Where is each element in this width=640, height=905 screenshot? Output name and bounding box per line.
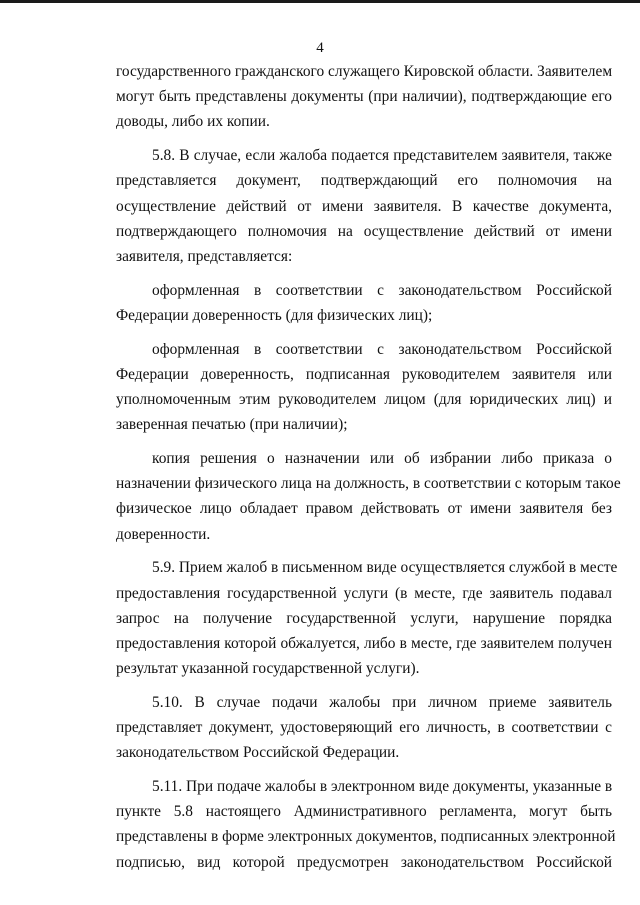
text-line: доверенности.	[116, 525, 211, 543]
text-line: законодательством Российской Федерации.	[116, 744, 400, 762]
text-line: заявителя, представляется:	[116, 247, 293, 265]
text-line: Федерации доверенность, подписанная руководителем заявителя или	[116, 365, 612, 383]
text-line: физическое лицо обладает правом действовать от имени заявителя без	[116, 500, 612, 518]
text-line: 5.8. В случае, если жалоба подается представителем заявителя, также	[152, 147, 612, 165]
text-line: оформленная в соответствии с законодательством Российской	[152, 281, 612, 299]
text-line: подписью, вид которой предусмотрен законодательством Российской	[116, 853, 612, 871]
text-line: осуществление действий от имени заявителя. В качестве документа,	[116, 197, 612, 215]
text-line: представляется документ, подтверждающий его полномочия на	[116, 172, 612, 190]
page-number: 4	[316, 40, 324, 56]
text-line: уполномоченным этим руководителем лицом (для юридических лиц) и	[116, 391, 612, 409]
text-line: запрос на получение государственной услуги, нарушение порядка	[116, 609, 612, 627]
text-line: пункте 5.8 настоящего Административного регламента, могут быть	[116, 803, 612, 821]
list-item-legal-entity-proxy	[116, 337, 612, 438]
text-line: результат указанной государственной услуги).	[116, 660, 420, 678]
text-line: предоставления государственной услуги (в месте, где заявитель подавал	[116, 584, 612, 602]
text-line: подтверждающего полномочия на осуществление действий от имени	[116, 222, 612, 240]
text-line: копия решения о назначении или об избрании либо приказа о	[152, 450, 612, 467]
paragraph-5-8	[116, 143, 612, 269]
paragraph-continuation	[116, 59, 612, 135]
text-line: 5.11. При подаче жалобы в электронном виде документы, указанные в	[152, 778, 613, 796]
text-line: предоставления которой обжалуется, либо в месте, где заявителем получен	[116, 634, 612, 652]
text-line: 5.9. Прием жалоб в письменном виде осуществляется службой в месте	[152, 559, 618, 577]
text-line: могут быть представлены документы (при наличии), подтверждающие его	[116, 88, 612, 106]
text-line: заверенная печатью (при наличии);	[116, 416, 348, 434]
text-line: назначении физического лица на должность, в соответствии с которым такое	[116, 475, 621, 493]
text-line: 5.10. В случае подачи жалобы при личном приеме заявитель	[152, 693, 612, 711]
text-line: представляет документ, удостоверяющий его личность, в соответствии с	[116, 719, 612, 737]
top-border-rule	[0, 0, 640, 3]
paragraph-5-11	[116, 774, 616, 875]
text-line: доводы, либо их копии.	[116, 113, 270, 131]
text-line: государственного гражданского служащего Кировской области. Заявителем	[116, 63, 613, 80]
paragraph-5-9	[116, 555, 618, 681]
text-line: оформленная в соответствии с законодательством Российской	[152, 340, 612, 358]
text-line: представлены в форме электронных документов, подписанных электронной	[116, 828, 616, 846]
document-body	[116, 59, 621, 875]
list-item-individual-proxy	[116, 278, 612, 328]
paragraph-5-10	[116, 690, 612, 766]
text-line: Федерации доверенность (для физических лиц);	[116, 306, 433, 324]
list-item-appointment-copy	[116, 446, 621, 547]
